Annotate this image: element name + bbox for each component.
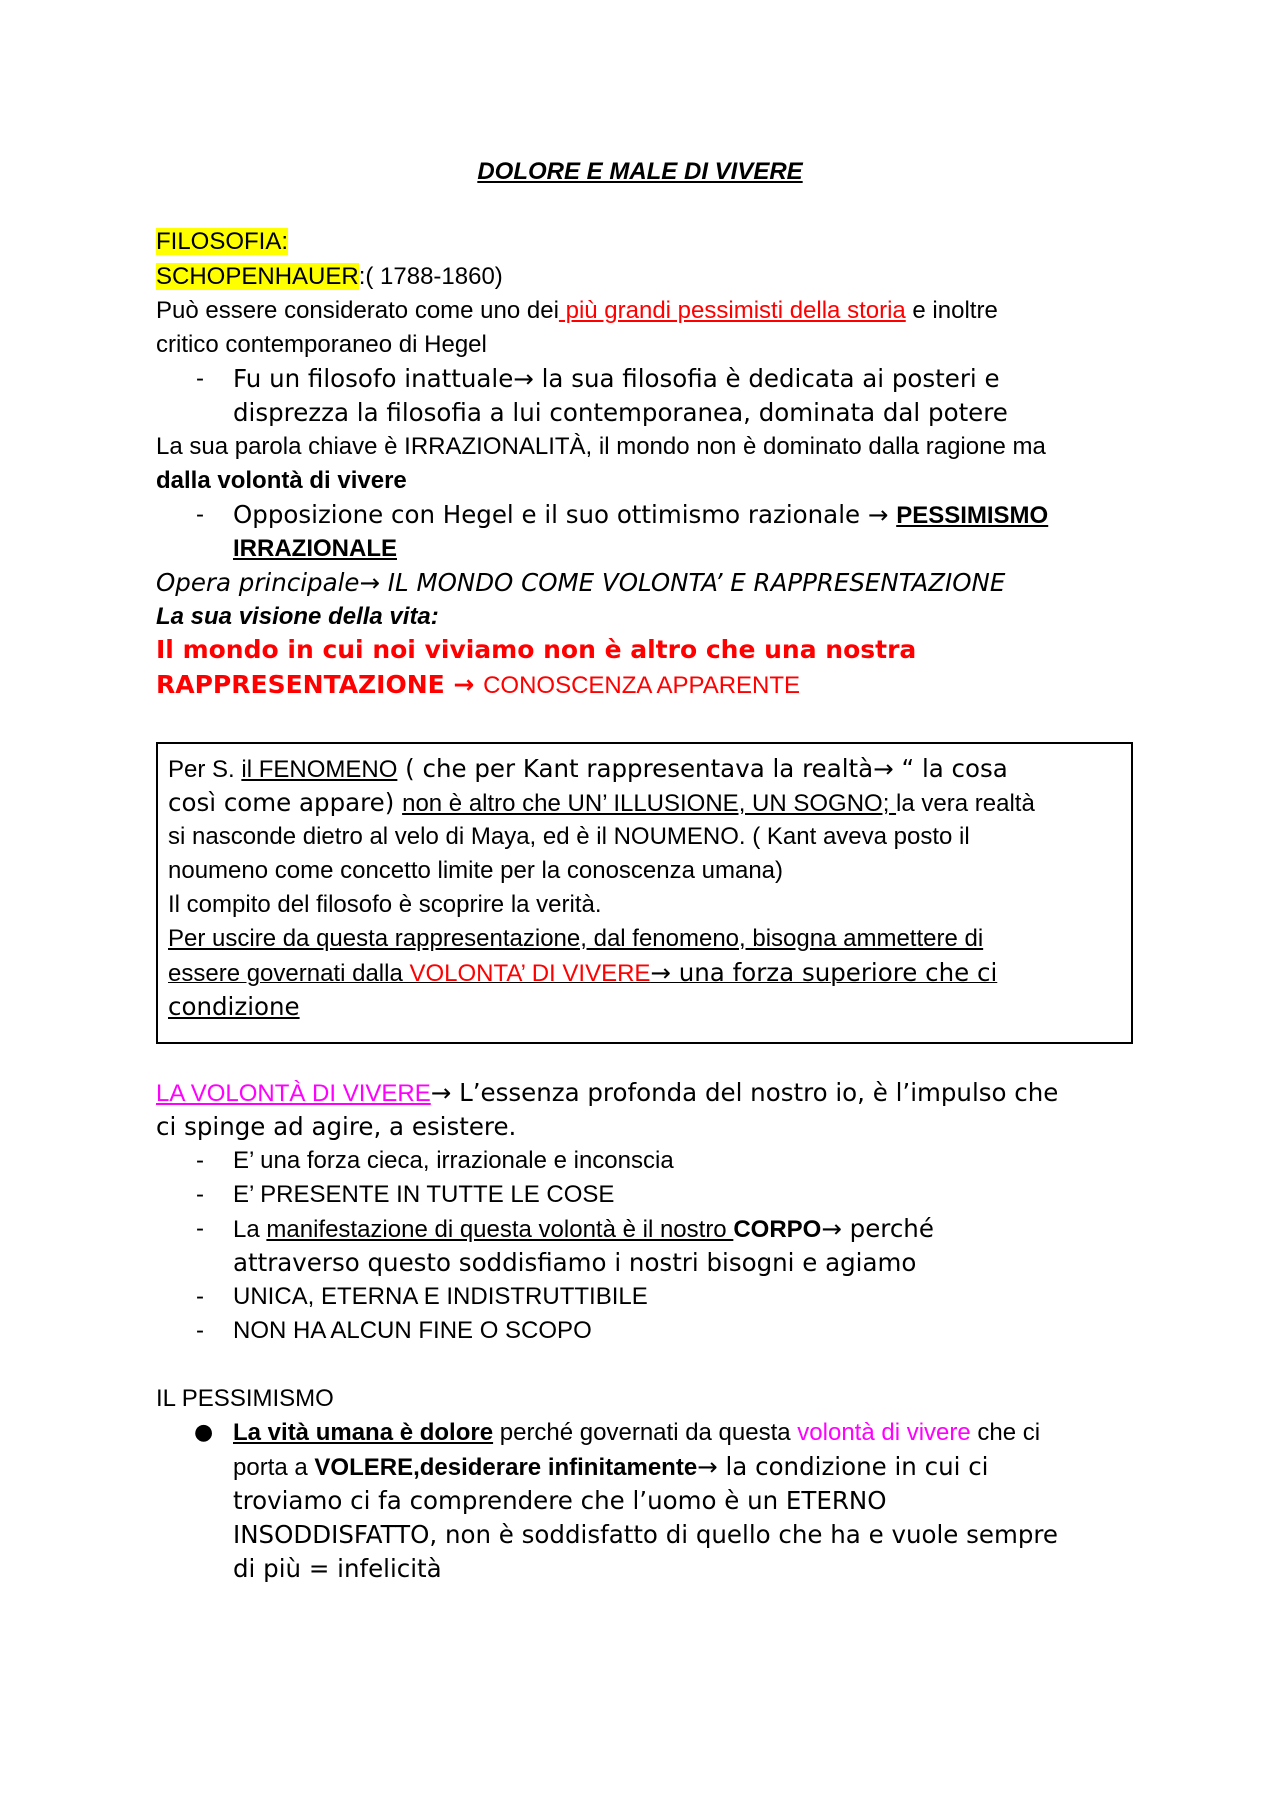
pessimismo-bold: PESSIMISMO	[896, 502, 1049, 529]
box-line-6: Per uscire da questa rappresentazione, dal fenomeno, bisogna ammettere di	[168, 925, 984, 952]
box-line-3: si nasconde dietro al velo di Maya, ed è il NOUMENO. ( Kant aveva posto il	[168, 823, 970, 850]
pessimismo-line-4: INSODDISFATTO, non è soddisfatto di quello che ha e vuole sempre	[233, 1520, 1058, 1549]
volonta-heading-line-2: ci spinge ad agire, a esistere.	[156, 1112, 517, 1141]
vita-dolore-bold: La vità umana è dolore	[233, 1419, 494, 1446]
mondo-rappresentazione-2: RAPPRESENTAZIONE → CONOSCENZA APPARENTE	[156, 670, 801, 699]
dash-marker: -	[196, 365, 204, 392]
volonta-di-vivere-red: VOLONTA’ DI VIVERE	[409, 960, 651, 987]
page-title: DOLORE E MALE DI VIVERE	[477, 158, 803, 185]
opera-principale: Opera principale→ IL MONDO COME VOLONTA’ E RAPPRESENTAZIONE	[156, 568, 1006, 597]
box-line-4: noumeno come concetto limite per la conoscenza umana)	[168, 857, 783, 884]
irrazionale-bold: IRRAZIONALE	[233, 535, 397, 562]
pessimismo-line-5: di più = infelicità	[233, 1554, 442, 1583]
volonta-item-3-line-2: attraverso questo soddisfiamo i nostri bisogni e agiamo	[233, 1248, 917, 1277]
schopenhauer-dates: :( 1788-1860)	[358, 263, 503, 290]
volonta-item-2: E’ PRESENTE IN TUTTE LE COSE	[233, 1181, 615, 1208]
pessimismo-line-3: troviamo ci fa comprendere che l’uomo è un ETERNO	[233, 1486, 887, 1515]
opposizione-line-1: Opposizione con Hegel e il suo ottimismo razionale → PESSIMISMO	[233, 500, 1049, 529]
visione-vita: La sua visione della vita:	[156, 603, 439, 630]
filosofia-heading: FILOSOFIA:	[156, 228, 289, 255]
parola-chiave-line: La sua parola chiave è IRRAZIONALITÀ, il mondo non è dominato dalla ragione ma	[156, 433, 1046, 460]
volere-bold: VOLERE,desiderare infinitamente	[314, 1454, 698, 1481]
pessimismo-heading: IL PESSIMISMO	[156, 1385, 334, 1412]
box-line-5: Il compito del filosofo è scoprire la verità.	[168, 891, 602, 918]
dash-marker: -	[196, 1147, 204, 1174]
pessimismo-line-2: porta a VOLERE,desiderare infinitamente→ la condizione in cui ci	[233, 1452, 989, 1481]
volonta-item-1: E’ una forza cieca, irrazionale e inconscia	[233, 1147, 674, 1174]
inattuale-line-1: Fu un filosofo inattuale→ la sua filosofia è dedicata ai posteri e	[233, 364, 1000, 393]
box-line-2: così come appare) non è altro che UN’ ILLUSIONE, UN SOGNO; la vera realtà	[168, 788, 1035, 817]
volonta-item-5: NON HA ALCUN FINE O SCOPO	[233, 1317, 592, 1344]
pessimismo-line-1: La vità umana è dolore perché governati da questa volontà di vivere che ci	[233, 1419, 1041, 1446]
mondo-rappresentazione-1: Il mondo in cui noi viviamo non è altro che una nostra	[156, 635, 917, 664]
volonta-magenta: volontà di vivere	[797, 1419, 971, 1446]
box-line-1: Per S. il FENOMENO ( che per Kant rappresentava la realtà→ “ la cosa	[168, 754, 1008, 783]
volonta-vivere-bold: dalla volontà di vivere	[156, 467, 407, 494]
volonta-item-4: UNICA, ETERNA E INDISTRUTTIBILE	[233, 1283, 648, 1310]
intro-line-1: Può essere considerato come uno dei più grandi pessimisti della storia e inoltre	[156, 297, 998, 324]
box-line-8: condizione	[168, 992, 300, 1021]
dash-marker: -	[196, 1283, 204, 1310]
dash-marker: -	[196, 501, 204, 528]
volonta-heading: LA VOLONTÀ DI VIVERE	[156, 1080, 431, 1107]
box-line-7: essere governati dalla VOLONTA’ DI VIVERE→ una forza superiore che ci	[168, 958, 998, 987]
intro-line-2: critico contemporaneo di Hegel	[156, 331, 487, 358]
dash-marker: -	[196, 1215, 204, 1242]
schopenhauer-line	[156, 260, 503, 294]
conoscenza-apparente: CONOSCENZA APPARENTE	[483, 672, 801, 699]
inattuale-line-2: disprezza la filosofia a lui contemporanea, dominata dal potere	[233, 398, 1008, 427]
corpo-bold: CORPO	[733, 1216, 822, 1243]
volonta-heading-line-1: LA VOLONTÀ DI VIVERE→ L’essenza profonda del nostro io, è l’impulso che	[156, 1078, 1059, 1107]
dash-marker: -	[196, 1181, 204, 1208]
pessimisti-link-text: più grandi pessimisti della storia	[558, 297, 906, 324]
bullet-marker: ●	[194, 1420, 214, 1445]
dash-marker: -	[196, 1317, 204, 1344]
schopenhauer-name: SCHOPENHAUER	[156, 263, 359, 290]
volonta-item-3: La manifestazione di questa volontà è il nostro CORPO→ perché	[233, 1214, 934, 1243]
